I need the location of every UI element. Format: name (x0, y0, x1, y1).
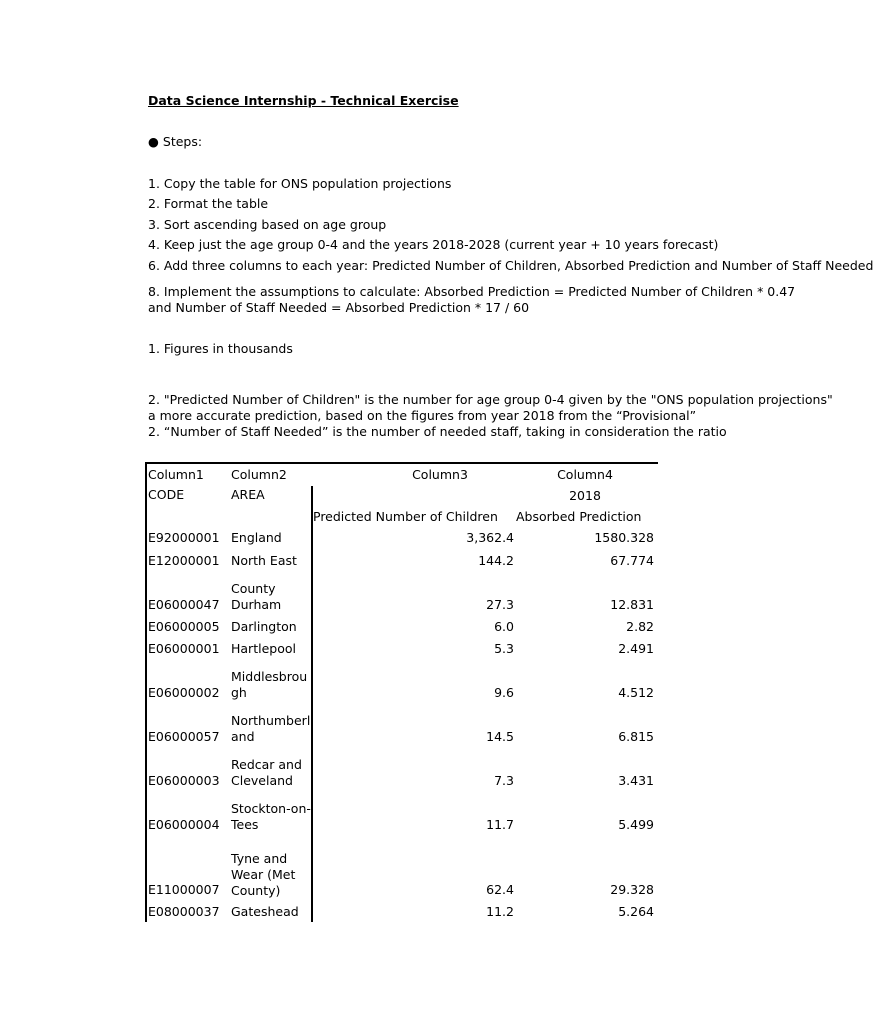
table-row-code: E06000003 (148, 773, 220, 788)
step-line: 8. Implement the assumptions to calculate: Absorbed Prediction = Predicted Number of Children * 0.47 (148, 284, 796, 299)
note-line: 2. "Predicted Number of Children" is the number for age group 0-4 given by the "ONS population projections" (148, 392, 833, 407)
table-row-pred: 11.2 (486, 904, 514, 919)
col4-label: Absorbed Prediction (516, 509, 642, 524)
step-line: 1. Copy the table for ONS population projections (148, 176, 452, 191)
table-row-code: E06000004 (148, 817, 220, 832)
table-row-area: North East (231, 553, 297, 568)
steps-heading: ● Steps: (148, 134, 203, 149)
table-row-pred: 3,362.4 (466, 530, 514, 545)
table-top-border (145, 462, 658, 464)
table-row-area: Redcar and Cleveland (231, 757, 302, 788)
table-row-absorbed: 5.499 (618, 817, 654, 832)
table-row-pred: 11.7 (486, 817, 514, 832)
area-header: AREA (231, 487, 265, 502)
step-line: and Number of Staff Needed = Absorbed Prediction * 17 / 60 (148, 300, 530, 315)
table-row-absorbed: 2.491 (618, 641, 654, 656)
code-header: CODE (148, 487, 185, 502)
document-title: Data Science Internship - Technical Exercise (148, 93, 459, 108)
table-row-absorbed: 5.264 (618, 904, 654, 919)
table-row-area: County Durham (231, 581, 282, 612)
table-row-area: Middlesbrough (231, 669, 308, 700)
table-row-absorbed: 29.328 (610, 882, 654, 897)
table-row-pred: 9.6 (494, 685, 514, 700)
table-row-area: England (231, 530, 282, 545)
table-row-absorbed: 67.774 (610, 553, 654, 568)
note-line: 2. “Number of Staff Needed” is the number of needed staff, taking in consideration the ratio (148, 424, 727, 439)
step-line: 6. Add three columns to each year: Predicted Number of Children, Absorbed Prediction and Number of Staff Needed (148, 258, 873, 273)
table-row-code: E08000037 (148, 904, 220, 919)
step-line: 2. Format the table (148, 196, 269, 211)
table-row-pred: 6.0 (494, 619, 514, 634)
table-row-pred: 5.3 (494, 641, 514, 656)
table-row-code: E06000005 (148, 619, 220, 634)
table-row-area: Hartlepool (231, 641, 296, 656)
column-header-3: Column3 (412, 467, 468, 482)
table-row-absorbed: 2.82 (626, 619, 654, 634)
table-row-area: Tyne and Wear (Met County) (231, 851, 296, 898)
table-row-area: Northumberland (231, 713, 311, 744)
table-row-area: Gateshead (231, 904, 299, 919)
table-row-pred: 144.2 (478, 553, 514, 568)
column-header-4: Column4 (557, 467, 613, 482)
table-left-border (145, 462, 147, 922)
table-row-code: E06000002 (148, 685, 220, 700)
table-row-code: E06000057 (148, 729, 220, 744)
col3-label: Predicted Number of Children (313, 509, 498, 524)
table-row-absorbed: 6.815 (618, 729, 654, 744)
table-row-absorbed: 12.831 (610, 597, 654, 612)
year-header: 2018 (569, 488, 601, 503)
table-row-code: E12000001 (148, 553, 220, 568)
table-row-absorbed: 1580.328 (594, 530, 654, 545)
step-line: 4. Keep just the age group 0-4 and the years 2018-2028 (current year + 10 years forecast) (148, 237, 719, 252)
table-row-pred: 7.3 (494, 773, 514, 788)
table-row-code: E06000001 (148, 641, 220, 656)
table-row-area: Stockton-on-Tees (231, 801, 311, 832)
step-line: 3. Sort ascending based on age group (148, 217, 387, 232)
column-header-1: Column1 (148, 467, 204, 482)
table-area-divider (311, 486, 313, 922)
note-line: a more accurate prediction, based on the figures from year 2018 from the “Provisional” (148, 408, 697, 423)
table-row-code: E06000047 (148, 597, 220, 612)
table-row-pred: 27.3 (486, 597, 514, 612)
table-row-code: E92000001 (148, 530, 220, 545)
table-row-absorbed: 3.431 (618, 773, 654, 788)
table-row-absorbed: 4.512 (618, 685, 654, 700)
note-line: 1. Figures in thousands (148, 341, 293, 356)
table-row-pred: 14.5 (486, 729, 514, 744)
table-row-pred: 62.4 (486, 882, 514, 897)
table-row-code: E11000007 (148, 882, 220, 897)
column-header-2: Column2 (231, 467, 287, 482)
table-row-area: Darlington (231, 619, 297, 634)
